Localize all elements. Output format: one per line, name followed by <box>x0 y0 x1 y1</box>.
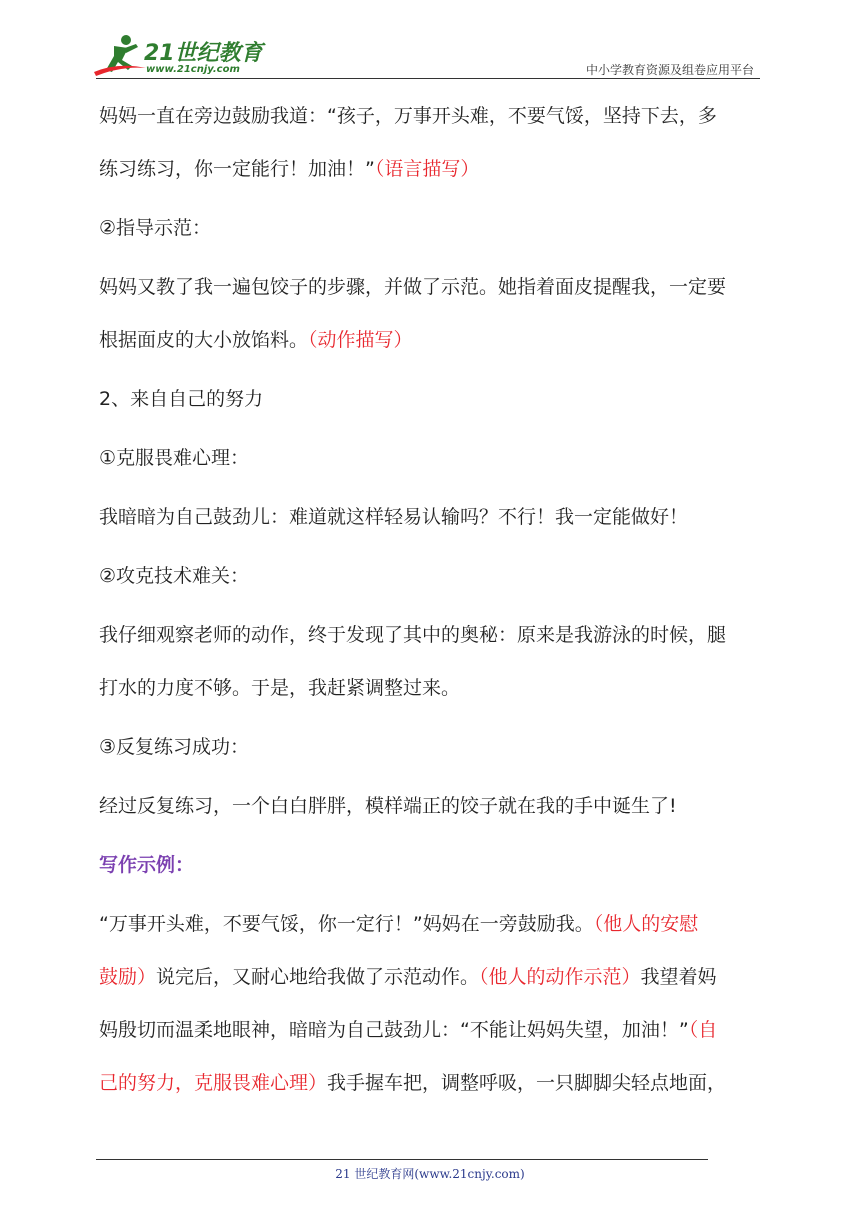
example-heading: 写作示例： <box>99 854 195 876</box>
text-line <box>99 1057 763 1110</box>
text-line <box>99 1004 763 1057</box>
annotation-note: 鼓励） <box>99 966 157 988</box>
heading-section-2 <box>99 373 763 426</box>
text-line <box>99 314 763 367</box>
paragraph-success <box>99 780 763 833</box>
text-line: 我暗暗为自己鼓劲儿：难道就这样轻易认输吗？不行！我一定能做好！ <box>99 506 689 528</box>
logo-text: 21世纪教育 <box>144 41 263 66</box>
text-line: 我仔细观察老师的动作，终于发现了其中的奥秘：原来是我游泳的时候，腿 <box>99 624 727 646</box>
heading-overcome <box>99 432 763 485</box>
annotation-note: （他人的动作示范） <box>479 966 641 988</box>
paragraph-self-encourage <box>99 491 763 544</box>
page-footer: 21 世纪教育网(www.21cnjy.com) <box>335 1167 525 1181</box>
header-tagline: 中小学教育资源及组卷应用平台 <box>585 63 754 77</box>
text-line: 经过反复练习，一个白白胖胖，模样端正的饺子就在我的手中诞生了! <box>99 795 677 817</box>
heading-practice <box>99 721 763 774</box>
runner-logo-icon <box>92 32 148 80</box>
header-divider <box>96 78 760 79</box>
text-line <box>99 898 763 951</box>
text-span: 妈殷切而温柔地眼神，暗暗为自己鼓劲儿：“不能让妈妈失望，加油！” <box>99 1019 689 1041</box>
text-line: 妈妈一直在旁边鼓励我道：“孩子，万事开头难，不要气馁，坚持下去，多 <box>99 105 717 127</box>
text-span: 说完后，又耐心地给我做了示范动作。 <box>156 966 480 988</box>
subheading: ②攻克技术难关： <box>99 565 250 587</box>
section-heading: 2、来自自己的努力 <box>99 388 264 410</box>
subheading: ②指导示范： <box>99 217 212 239</box>
text-line: 打水的力度不够。于是，我赶紧调整过来。 <box>99 677 461 699</box>
paragraph-encouragement <box>99 90 763 196</box>
annotation-note: （自 <box>688 1019 718 1041</box>
text-line: 妈妈又教了我一遍包饺子的步骤，并做了示范。她指着面皮提醒我，一定要 <box>99 276 727 298</box>
text-line <box>99 143 763 196</box>
annotation-note: 己的努力，克服畏难心理） <box>99 1072 328 1094</box>
subheading: ③反复练习成功： <box>99 736 250 758</box>
text-span: 我手握车把，调整呼吸，一只脚脚尖轻点地面， <box>327 1072 727 1094</box>
footer-divider <box>96 1159 708 1160</box>
subheading: ①克服畏难心理： <box>99 447 250 469</box>
annotation-note: （他人的安慰 <box>593 913 699 935</box>
heading-guide <box>99 202 763 255</box>
text-span: “万事开头难，不要气馁，你一定行！”妈妈在一旁鼓励我。 <box>99 913 594 935</box>
text-span: 我望着妈 <box>640 966 717 988</box>
paragraph-example <box>99 898 763 1110</box>
logo <box>92 32 262 80</box>
page-header <box>0 0 860 90</box>
text-line <box>99 951 763 1004</box>
logo-url: www.21cnjy.com <box>146 64 240 75</box>
heading-technique <box>99 550 763 603</box>
document-body <box>99 90 763 1116</box>
annotation-note: （语言描写） <box>374 158 480 180</box>
paragraph-observation <box>99 609 763 715</box>
paragraph-demonstration <box>99 261 763 367</box>
text-span: 根据面皮的大小放馅料。 <box>99 329 309 351</box>
annotation-note: （动作描写） <box>308 329 413 351</box>
heading-example <box>99 839 763 892</box>
text-span: 练习练习，你一定能行！加油！” <box>99 158 375 180</box>
